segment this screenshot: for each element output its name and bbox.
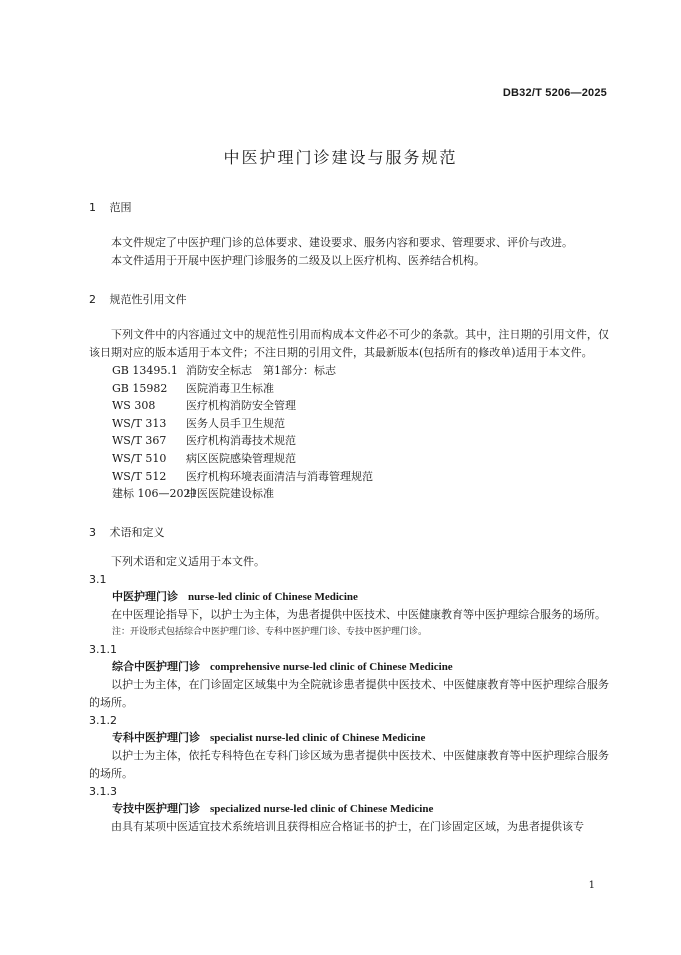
section-heading-scope [89, 198, 609, 218]
reference-title: 中医医院建设标准 [186, 487, 274, 501]
reference-item [89, 415, 609, 433]
paragraph: 下列术语和定义适用于本文件。 [111, 554, 265, 568]
term-zh: 专技中医护理门诊 [112, 801, 200, 815]
section-title: 范围 [109, 201, 132, 214]
page-number: 1 [588, 880, 595, 891]
reference-code: WS 308 [112, 399, 156, 413]
term-zh: 中医护理门诊 [112, 589, 178, 603]
reference-list [89, 362, 609, 503]
document-title: 中医护理门诊建设与服务规范 [223, 148, 458, 167]
term-zh: 专科中医护理门诊 [112, 730, 200, 744]
clause-number: 3.1.2 [89, 713, 117, 727]
reference-code: WS/T 367 [112, 434, 167, 448]
reference-item [89, 380, 609, 398]
term-definition: 在中医理论指导下，以护士为主体，为患者提供中医技术、中医健康教育等中医护理综合服务的场所。 [111, 607, 606, 621]
reference-item [89, 362, 609, 380]
reference-code: GB 15982 [112, 381, 168, 395]
reference-title: 病区医院感染管理规范 [186, 451, 296, 465]
term-definition: 由具有某项中医适宜技术系统培训且获得相应合格证书的护士，在门诊固定区域，为患者提供该专 [111, 819, 584, 833]
paragraph: 本文件适用于开展中医护理门诊服务的二级及以上医疗机构、医养结合机构。 [111, 254, 485, 267]
term-zh: 综合中医护理门诊 [112, 659, 200, 673]
reference-title: 医疗机构环境表面清洁与消毒管理规范 [186, 469, 373, 483]
paragraph: 本文件规定了中医护理门诊的总体要求、建设要求、服务内容和要求、管理要求、评价与改进。 [111, 236, 573, 249]
section-title: 规范性引用文件 [109, 293, 187, 306]
reference-code: GB 13495.1 [112, 364, 178, 377]
reference-code: WS/T 510 [112, 451, 167, 465]
reference-item [89, 397, 609, 415]
section-number: 1 [89, 201, 96, 214]
term-entry [89, 658, 609, 676]
section-heading-normative-references [89, 290, 609, 310]
clause-number: 3.1.3 [89, 784, 117, 798]
term-definition: 以护士为主体，依托专科特色在专科门诊区域为患者提供中医技术、中医健康教育等中医护理综合服务的场所。 [89, 748, 609, 780]
clause-number: 3.1 [89, 572, 107, 586]
reference-item [89, 468, 609, 486]
section-title: 术语和定义 [109, 525, 165, 539]
term-en: specialist nurse-led clinic of Chinese Medicine [210, 731, 426, 744]
term-note: 注：开设形式包括综合中医护理门诊、专科中医护理门诊、专技中医护理门诊。 [112, 626, 428, 637]
term-entry [89, 729, 609, 747]
term-entry [89, 588, 609, 606]
term-entry [89, 800, 609, 818]
term-en: specialized nurse-led clinic of Chinese Medicine [210, 802, 434, 815]
clause-number: 3.1.1 [89, 642, 117, 656]
reference-code: 建标 106—2021 [112, 487, 198, 501]
reference-code: WS/T 313 [112, 416, 167, 430]
reference-item [89, 485, 609, 503]
document-code: DB32/T 5206—2025 [502, 87, 607, 99]
reference-item [89, 432, 609, 450]
reference-item [89, 450, 609, 468]
section-heading-terms-definitions [89, 523, 609, 543]
term-en: comprehensive nurse-led clinic of Chinese Medicine [210, 660, 453, 673]
section-number: 2 [89, 293, 96, 306]
paragraph: 下列文件中的内容通过文中的规范性引用而构成本文件必不可少的条款。其中，注日期的引用文件，仅该日期对应的版本适用于本文件；不注日期的引用文件，其最新版本(包括所有的修改单)适用于本文件。 [89, 328, 609, 359]
section-number: 3 [89, 525, 96, 539]
reference-title: 医务人员手卫生规范 [186, 416, 285, 430]
term-en: nurse-led clinic of Chinese Medicine [188, 590, 358, 603]
reference-title: 医疗机构消防安全管理 [186, 399, 296, 413]
term-definition: 以护士为主体，在门诊固定区域集中为全院就诊患者提供中医技术、中医健康教育等中医护理综合服务的场所。 [89, 677, 609, 709]
reference-title: 消防安全标志 第1部分：标志 [186, 364, 336, 377]
reference-title: 医院消毒卫生标准 [186, 381, 274, 395]
document-body [89, 198, 609, 836]
reference-code: WS/T 512 [112, 469, 167, 483]
reference-title: 医疗机构消毒技术规范 [186, 434, 296, 448]
